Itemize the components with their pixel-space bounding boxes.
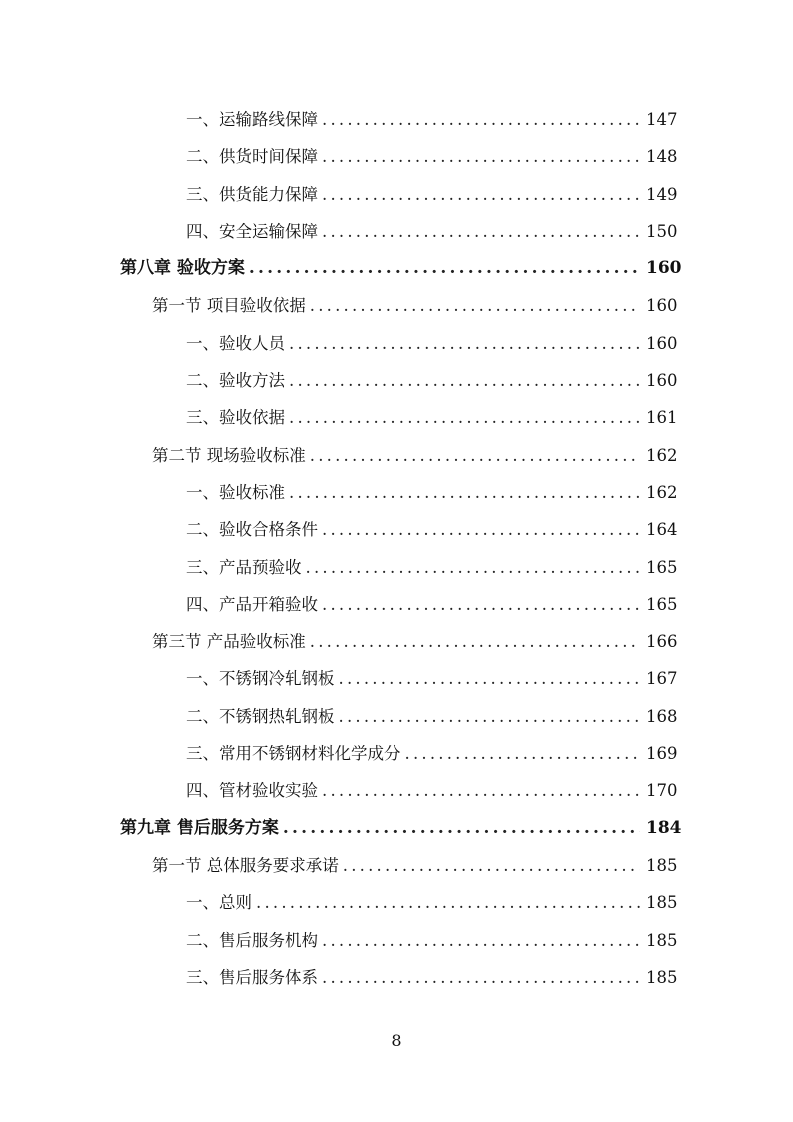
toc-entry-page: 184 (646, 817, 682, 838)
toc-entry-page: 166 (646, 632, 678, 652)
toc-entry-title: 第二节 现场验收标准 (152, 445, 306, 465)
toc-entry[interactable] (0, 922, 793, 959)
toc-leader-dots (322, 213, 640, 250)
toc-entry-page: 162 (646, 482, 678, 502)
table-of-contents (0, 101, 793, 996)
toc-leader-dots (322, 959, 640, 996)
toc-entry[interactable] (0, 847, 793, 884)
toc-leader-dots (283, 810, 640, 847)
toc-leader-dots (322, 922, 640, 959)
toc-leader-dots (339, 698, 641, 735)
toc-entry[interactable] (0, 176, 793, 213)
toc-entry-page: 161 (646, 408, 678, 428)
toc-entry-title: 三、常用不锈钢材料化学成分 (186, 744, 401, 764)
toc-entry-title: 四、管材验收实验 (186, 781, 318, 801)
toc-leader-dots (289, 325, 640, 362)
toc-entry-page: 164 (646, 520, 678, 540)
toc-entry-page: 148 (646, 147, 678, 167)
toc-leader-dots (322, 511, 640, 548)
toc-leader-dots (289, 399, 640, 436)
toc-entry-page: 149 (646, 184, 678, 204)
toc-entry[interactable] (0, 250, 793, 287)
toc-entry-title: 第九章 售后服务方案 (120, 817, 279, 838)
toc-leader-dots (322, 138, 640, 175)
toc-entry[interactable] (0, 884, 793, 921)
toc-entry[interactable] (0, 586, 793, 623)
toc-entry-page: 170 (646, 781, 678, 801)
toc-entry[interactable] (0, 959, 793, 996)
toc-entry[interactable] (0, 549, 793, 586)
toc-entry[interactable] (0, 325, 793, 362)
toc-entry-title: 三、产品预验收 (186, 557, 302, 577)
toc-entry[interactable] (0, 623, 793, 660)
toc-entry[interactable] (0, 437, 793, 474)
toc-entry-page: 185 (646, 855, 678, 875)
toc-entry-page: 162 (646, 445, 678, 465)
toc-entry[interactable] (0, 399, 793, 436)
toc-entry-page: 147 (646, 110, 678, 129)
toc-entry-title: 二、不锈钢热轧钢板 (186, 706, 335, 726)
toc-entry[interactable] (0, 474, 793, 511)
toc-entry-title: 二、验收合格条件 (186, 520, 318, 540)
toc-entry-title: 第一节 项目验收依据 (152, 296, 306, 316)
toc-entry-page: 160 (646, 371, 678, 391)
toc-entry-page: 185 (646, 930, 678, 950)
toc-entry-title: 第八章 验收方案 (120, 258, 245, 279)
toc-entry-page: 160 (646, 258, 682, 279)
toc-entry[interactable] (0, 362, 793, 399)
toc-entry-title: 二、供货时间保障 (186, 147, 318, 167)
toc-entry-title: 三、售后服务体系 (186, 967, 318, 987)
toc-entry-page: 160 (646, 296, 678, 316)
toc-entry-title: 三、供货能力保障 (186, 184, 318, 204)
toc-leader-dots (322, 772, 640, 809)
toc-entry-title: 第一节 总体服务要求承诺 (152, 855, 339, 875)
toc-entry-title: 一、运输路线保障 (186, 110, 318, 129)
toc-entry[interactable] (0, 287, 793, 324)
toc-entry[interactable] (0, 213, 793, 250)
toc-leader-dots (249, 250, 640, 287)
toc-entry-title: 一、验收标准 (186, 482, 285, 502)
toc-leader-dots (310, 287, 640, 324)
toc-entry-title: 二、售后服务机构 (186, 930, 318, 950)
toc-entry-title: 一、总则 (186, 893, 252, 913)
toc-leader-dots (256, 884, 640, 921)
toc-entry-page: 160 (646, 333, 678, 353)
toc-entry[interactable] (0, 101, 793, 138)
toc-leader-dots (339, 660, 641, 697)
toc-entry-page: 165 (646, 557, 678, 577)
toc-entry-title: 一、不锈钢冷轧钢板 (186, 669, 335, 689)
toc-entry-title: 一、验收人员 (186, 333, 285, 353)
toc-entry-page: 167 (646, 669, 678, 689)
toc-leader-dots (289, 362, 640, 399)
toc-entry-title: 二、验收方法 (186, 371, 285, 391)
toc-entry-title: 第三节 产品验收标准 (152, 632, 306, 652)
toc-entry-title: 四、产品开箱验收 (186, 594, 318, 614)
toc-entry[interactable] (0, 810, 793, 847)
toc-leader-dots (322, 586, 640, 623)
page-number: 8 (391, 1031, 402, 1050)
toc-leader-dots (343, 847, 640, 884)
toc-entry[interactable] (0, 735, 793, 772)
toc-entry-title: 三、验收依据 (186, 408, 285, 428)
toc-entry-page: 169 (646, 744, 678, 764)
toc-entry-page: 165 (646, 594, 678, 614)
toc-leader-dots (405, 735, 641, 772)
toc-leader-dots (310, 623, 640, 660)
toc-entry-title: 四、安全运输保障 (186, 221, 318, 241)
toc-leader-dots (310, 437, 640, 474)
toc-leader-dots (322, 101, 640, 138)
toc-entry[interactable] (0, 660, 793, 697)
toc-leader-dots (289, 474, 640, 511)
toc-leader-dots (306, 549, 641, 586)
toc-leader-dots (322, 176, 640, 213)
toc-entry-page: 185 (646, 893, 678, 913)
toc-entry[interactable] (0, 698, 793, 735)
toc-entry[interactable] (0, 511, 793, 548)
toc-entry-page: 168 (646, 706, 678, 726)
toc-entry[interactable] (0, 138, 793, 175)
toc-entry[interactable] (0, 772, 793, 809)
toc-entry-page: 150 (646, 221, 678, 241)
toc-entry-page: 185 (646, 967, 678, 987)
